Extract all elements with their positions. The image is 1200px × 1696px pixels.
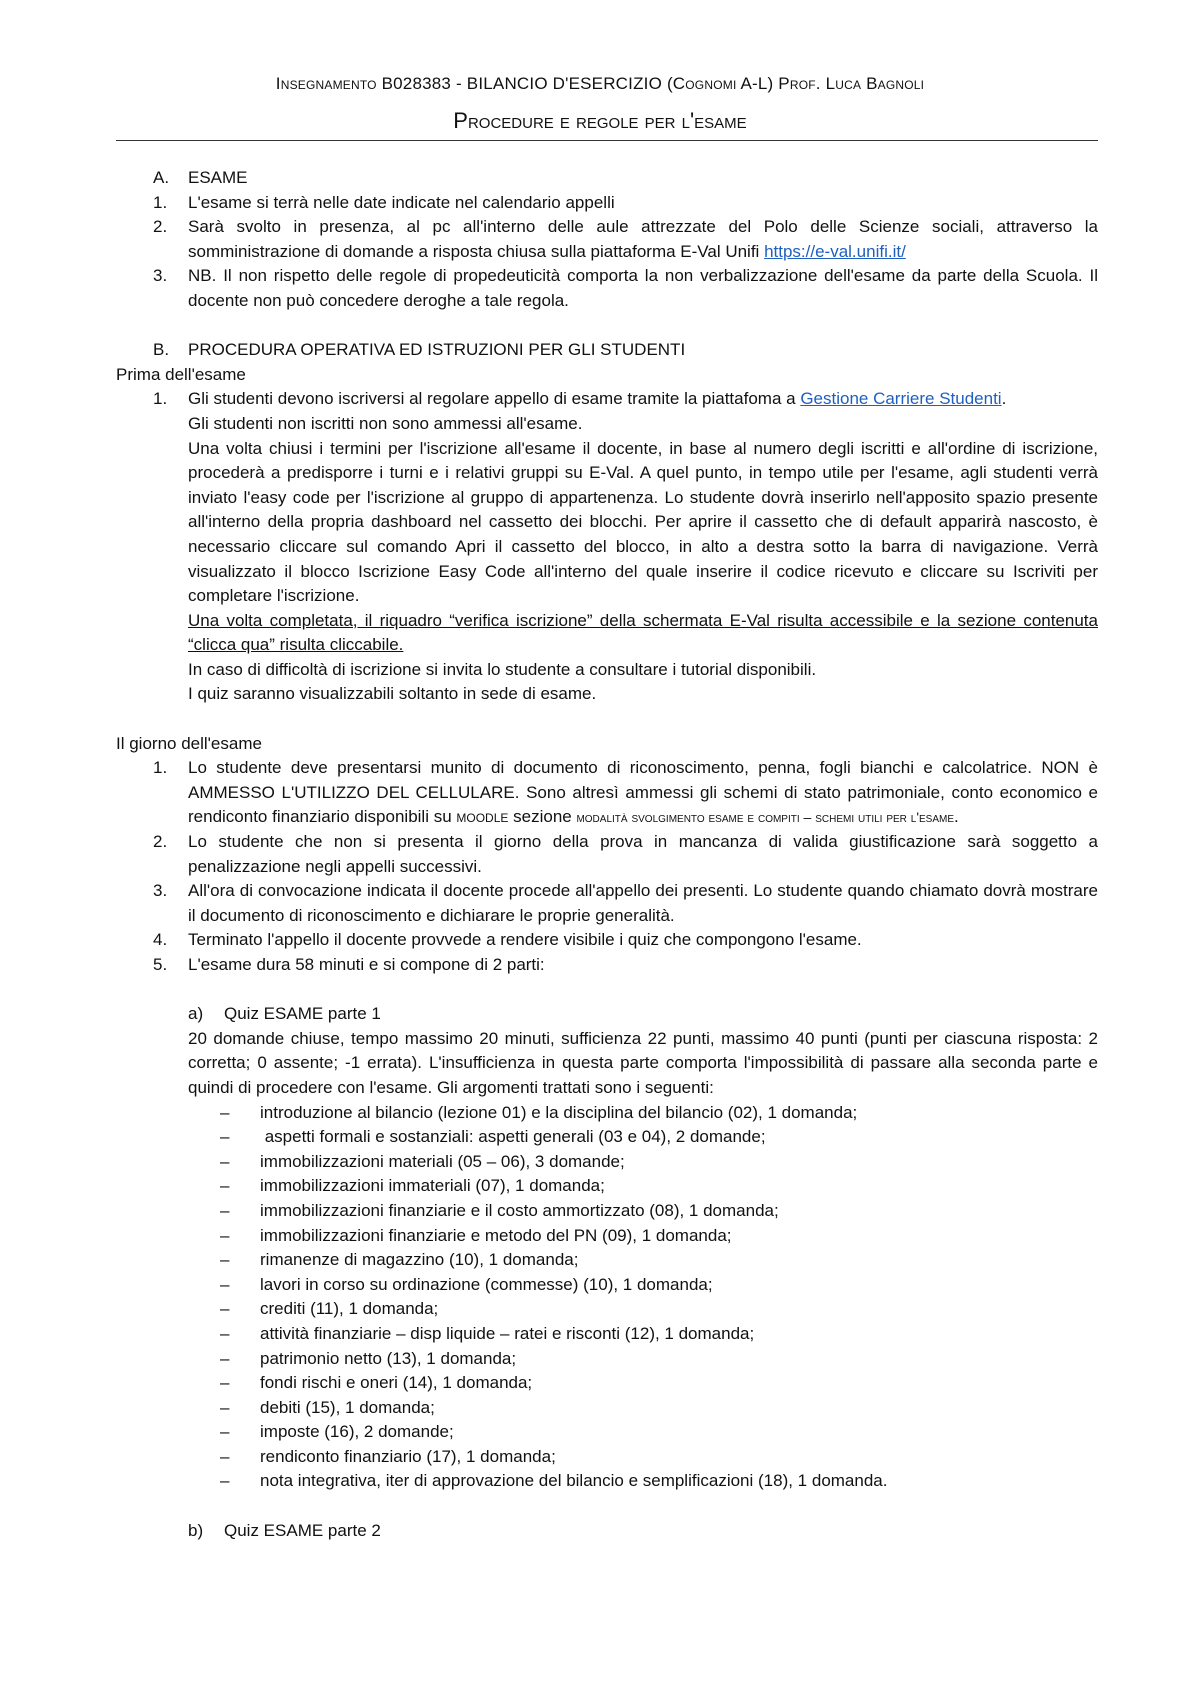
topic-item	[116, 1125, 1098, 1150]
topic-text: debiti (15), 1 domanda;	[260, 1397, 435, 1417]
topic-item	[116, 1396, 1098, 1421]
topic-item	[116, 1322, 1098, 1347]
item-text: L'esame dura 58 minuti e si compone di 2 parti:	[188, 955, 545, 974]
topic-text: attività finanziarie – disp liquide – ratei e risconti (12), 1 domanda;	[260, 1323, 755, 1343]
item-text-b: sezione	[508, 807, 577, 827]
section-b-title: PROCEDURA OPERATIVA ED ISTRUZIONI PER GLI STUDENTI	[188, 340, 686, 360]
document-body	[116, 166, 1098, 1543]
list-item	[116, 928, 1098, 953]
underlined-paragraph: Una volta completata, il riquadro “verifica iscrizione” della schermata E-Val risulta accessibile e la sezione contenuta “clicca qua” risulta cliccabile.	[188, 610, 1098, 655]
dash-bullet: –	[220, 1323, 230, 1343]
section-a-label: A.	[153, 168, 170, 187]
topic-item	[116, 1347, 1098, 1372]
item-text-a: Lo studente deve presentarsi munito di documento di riconoscimento, penna, fogli bianchi e calcolatrice. NON è AMMESSO L'UTILIZZO DEL CELLULARE. Sono altresì ammessi gli schemi di stato patrimoniale, conto economico e rendiconto finanziario disponibili su	[188, 758, 1098, 827]
topic-text: immobilizzazioni materiali (05 – 06), 3 domande;	[260, 1151, 625, 1171]
dash-bullet: –	[220, 1422, 230, 1442]
dash-bullet: –	[220, 1446, 230, 1466]
list-item	[116, 756, 1098, 830]
list-item	[116, 264, 1098, 313]
item-number: 2.	[153, 832, 168, 852]
subheading-exam-day: Il giorno dell'esame	[116, 733, 262, 753]
topic-item	[116, 1469, 1098, 1494]
e-val-link[interactable]: https://e-val.unifi.it/	[764, 241, 906, 261]
part-a-heading	[116, 1002, 1098, 1027]
item-number: 1.	[153, 758, 168, 778]
dash-bullet: –	[220, 1102, 230, 1122]
subheading-before-exam: Prima dell'esame	[116, 364, 246, 384]
punctuation: .	[954, 807, 959, 827]
list-item	[116, 387, 1098, 412]
topic-item	[116, 1420, 1098, 1445]
dash-bullet: –	[220, 1250, 230, 1270]
section-b-label: B.	[153, 340, 170, 360]
item-number: 3.	[153, 266, 168, 286]
paragraph: Una volta chiusi i termini per l'iscrizione all'esame il docente, in base al numero degli iscritti e all'ordine di iscrizione, procederà a predisporre i turni e i relativi gruppi su E-Val. A quel punto, in tempo utile per l'esame, agli studenti verrà inviato l'easy code per l'iscrizione al gruppo di appartenenza. Lo studente dovrà inserirlo nell'apposito spazio presente all'interno della propria dashboard nel cassetto dei blocchi. Per aprire il cassetto che di default apparirà nascosto, è necessario cliccare sul comando Apri il cassetto del blocco, in alto a destra sotto la barra di navigazione. Verrà visualizzato il blocco Iscrizione Easy Code all'interno del quale inserire il codice ricevuto e cliccare su Iscriviti per completare l'iscrizione.	[188, 438, 1098, 606]
section-a-heading	[116, 166, 1098, 191]
topic-list	[116, 1101, 1098, 1495]
dash-bullet: –	[220, 1373, 230, 1393]
dash-bullet: –	[220, 1348, 230, 1368]
dash-bullet: –	[220, 1299, 230, 1319]
topic-item	[116, 1199, 1098, 1224]
topic-text: rendiconto finanziario (17), 1 domanda;	[260, 1446, 556, 1466]
item-text: NB. Il non rispetto delle regole di propedeuticità comporta la non verbalizzazione dell'esame da parte della Scuola. Il docente non può concedere deroghe a tale regola.	[188, 266, 1098, 310]
part-a-description: 20 domande chiuse, tempo massimo 20 minuti, sufficienza 22 punti, massimo 40 punti (punti per ciascuna risposta: 2 corretta; 0 assente; -1 errata). L'insufficienza in questa parte comporta l'impossibilità di passare alla seconda parte e quindi di procedere con l'esame. Gli argomenti trattati sono i seguenti:	[188, 1028, 1098, 1097]
topic-item	[116, 1174, 1098, 1199]
item-text: Lo studente che non si presenta il giorno della prova in mancanza di valida giustificazione sarà soggetto a penalizzazione negli appelli successivi.	[188, 832, 1098, 876]
item-number: 3.	[153, 881, 168, 901]
item-text	[188, 756, 1098, 830]
topic-text: lavori in corso su ordinazione (commesse) (10), 1 domanda;	[260, 1274, 713, 1294]
list-item	[116, 830, 1098, 879]
item-text	[188, 387, 1098, 412]
item-number: 5.	[153, 955, 168, 974]
part-a-title: Quiz ESAME parte 1	[224, 1004, 381, 1024]
topic-text: immobilizzazioni immateriali (07), 1 domanda;	[260, 1176, 605, 1196]
dash-bullet: –	[220, 1127, 230, 1147]
topic-text: introduzione al bilancio (lezione 01) e la disciplina del bilancio (02), 1 domanda;	[260, 1102, 858, 1122]
topic-text: crediti (11), 1 domanda;	[260, 1299, 439, 1319]
item-text: All'ora di convocazione indicata il docente procede all'appello dei presenti. Lo studente quando chiamato dovrà mostrare il documento di riconoscimento e dichiarare le proprie generalità.	[188, 881, 1098, 925]
list-item	[116, 191, 1098, 216]
moodle-section-label: modalità svolgimento esame e compiti – schemi utili per l'esame	[576, 809, 955, 826]
part-b-label: b)	[188, 1520, 204, 1540]
part-a-label: a)	[188, 1004, 204, 1024]
section-a-title: ESAME	[188, 168, 248, 187]
paragraph: Gli studenti non iscritti non sono ammessi all'esame.	[188, 413, 583, 433]
topic-text: patrimonio netto (13), 1 domanda;	[260, 1348, 517, 1368]
topic-item	[116, 1273, 1098, 1298]
item-text: Terminato l'appello il docente provvede a rendere visibile i quiz che compongono l'esame.	[188, 930, 862, 950]
punctuation: .	[1001, 389, 1007, 409]
section-b-heading	[116, 338, 1098, 363]
dash-bullet: –	[220, 1225, 230, 1245]
moodle-label: moodle	[456, 807, 509, 827]
topic-item	[116, 1224, 1098, 1249]
paragraph: In caso di difficoltà di iscrizione si invita lo studente a consultare i tutorial disponibili.	[188, 659, 817, 679]
list-item	[116, 879, 1098, 928]
list-item	[116, 953, 1098, 978]
gestione-carriere-link[interactable]: Gestione Carriere Studenti	[800, 389, 1002, 409]
topic-text: imposte (16), 2 domande;	[260, 1422, 454, 1442]
item-number: 4.	[153, 930, 168, 950]
course-header: Insegnamento B028383 - BILANCIO D'ESERCIZIO (Cognomi A-L) Prof. Luca Bagnoli	[275, 74, 925, 93]
item-text: L'esame si terrà nelle date indicate nel calendario appelli	[188, 192, 615, 212]
topic-text: immobilizzazioni finanziarie e metodo del PN (09), 1 domanda;	[260, 1225, 732, 1245]
topic-item	[116, 1445, 1098, 1470]
dash-bullet: –	[220, 1151, 230, 1171]
topic-item	[116, 1248, 1098, 1273]
part-b-title: Quiz ESAME parte 2	[224, 1520, 381, 1540]
dash-bullet: –	[220, 1200, 230, 1220]
item-text	[188, 215, 1098, 264]
topic-item	[116, 1297, 1098, 1322]
topic-item	[116, 1371, 1098, 1396]
item-text-body: Sarà svolto in presenza, al pc all'interno delle aule attrezzate del Polo delle Scienze sociali, attraverso la somministrazione di domande a risposta chiusa sulla piattaforma E-Val Unifi	[188, 217, 1098, 261]
header-divider	[116, 140, 1098, 141]
paragraph: I quiz saranno visualizzabili soltanto in sede di esame.	[188, 684, 597, 704]
topic-text: nota integrativa, iter di approvazione del bilancio e semplificazioni (18), 1 domanda.	[260, 1471, 888, 1491]
dash-bullet: –	[220, 1471, 230, 1491]
topic-item	[116, 1150, 1098, 1175]
item-number: 1.	[153, 192, 168, 212]
topic-item	[116, 1101, 1098, 1126]
topic-text: immobilizzazioni finanziarie e il costo ammortizzato (08), 1 domanda;	[260, 1200, 779, 1220]
topic-text: fondi rischi e oneri (14), 1 domanda;	[260, 1373, 533, 1393]
page-title: Procedure e regole per l'esame	[453, 108, 747, 133]
registration-text: Gli studenti devono iscriversi al regolare appello di esame tramite la piattafoma a	[188, 389, 801, 409]
dash-bullet: –	[220, 1176, 230, 1196]
item-number: 1.	[153, 389, 168, 409]
dash-bullet: –	[220, 1274, 230, 1294]
item-number: 2.	[153, 217, 168, 237]
part-b-heading	[116, 1519, 1098, 1544]
topic-text: rimanenze di magazzino (10), 1 domanda;	[260, 1250, 579, 1270]
topic-text: aspetti formali e sostanziali: aspetti generali (03 e 04), 2 domande;	[260, 1127, 766, 1147]
list-item	[116, 215, 1098, 264]
dash-bullet: –	[220, 1397, 230, 1417]
